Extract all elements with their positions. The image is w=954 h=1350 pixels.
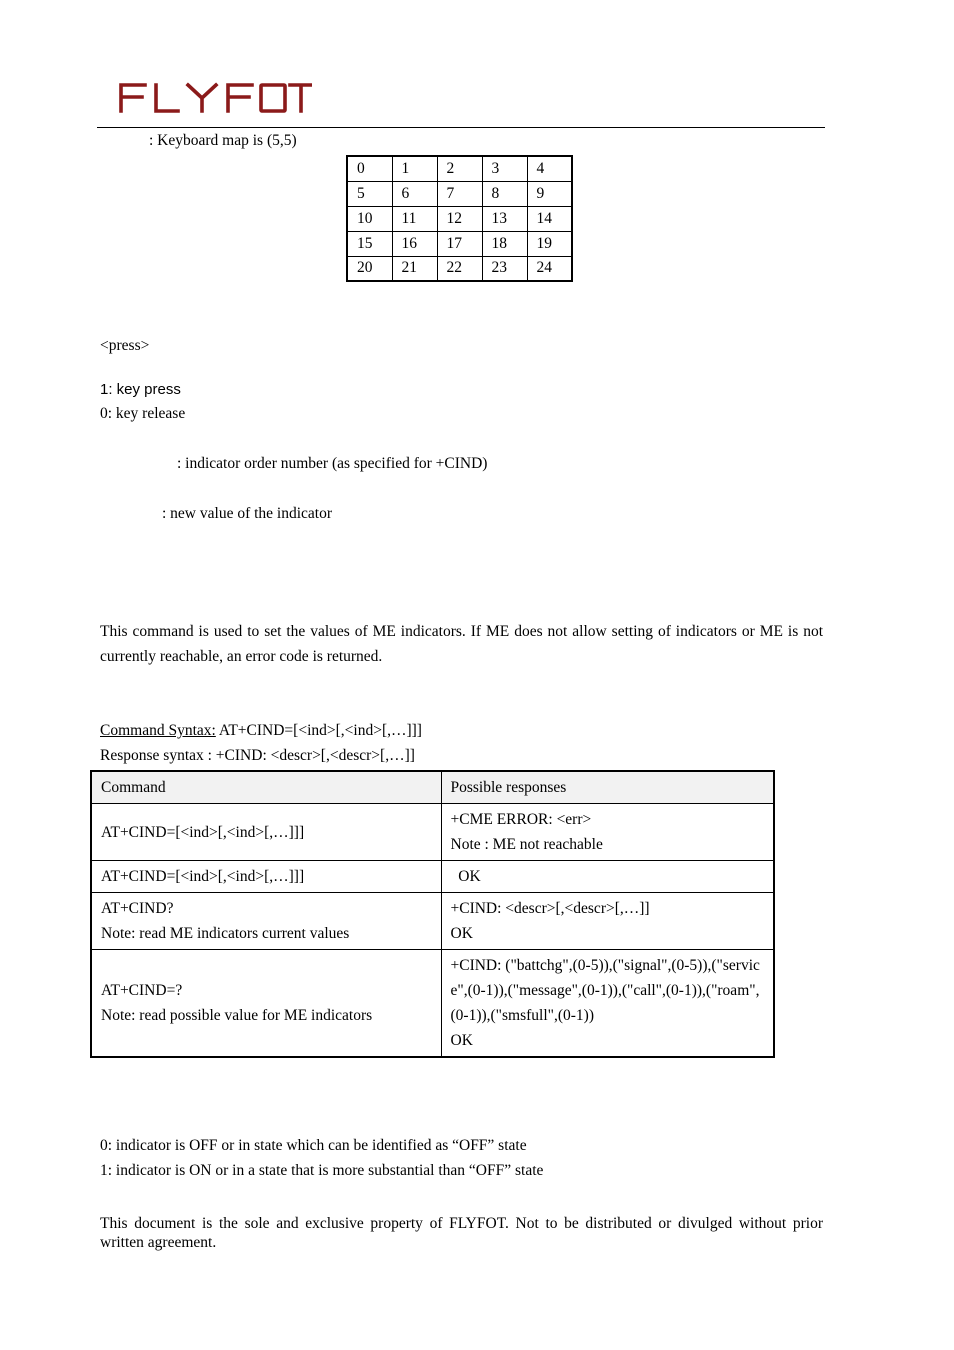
key-press-option: 1: key press: [100, 381, 181, 398]
keymap-cell: 9: [527, 181, 572, 206]
response-syntax: Response syntax : +CIND: <descr>[,<descr>[,…]]: [100, 747, 415, 764]
state-on: 1: indicator is ON or in a state that is more substantial than “OFF” state: [100, 1162, 544, 1179]
command-syntax-value: AT+CIND=[<ind>[,<ind>[,…]]]: [215, 722, 422, 739]
cell-line: +CIND: ("battchg",(0-5)),("signal",(0-5)),("service",(0-1)),("message",(0-1)),("call",(0-1)),("roam",(0-1)),("smsfull",(0-1)): [450, 957, 760, 1024]
table-cell-response: [441, 861, 774, 893]
keymap-row: [347, 256, 572, 281]
table-row: [91, 950, 774, 1058]
command-syntax-label: Command Syntax:: [100, 722, 216, 739]
cell-line: Note: read ME indicators current values: [101, 925, 350, 942]
keymap-cell: 8: [482, 181, 527, 206]
keymap-row: [347, 206, 572, 231]
table-cell-response: [441, 950, 774, 1058]
cell-line: Note : ME not reachable: [450, 836, 603, 853]
keyboard-map-label: : Keyboard map is (5,5): [149, 132, 297, 149]
keymap-row: [347, 231, 572, 256]
table-header-row: [91, 771, 774, 804]
keymap-cell: 13: [482, 206, 527, 231]
keymap-cell: 4: [527, 156, 572, 181]
keymap-cell: 14: [527, 206, 572, 231]
table-header-responses: Possible responses: [441, 771, 774, 804]
flyfot-logo: [118, 80, 312, 114]
key-release-option: 0: key release: [100, 405, 186, 422]
keymap-cell: 19: [527, 231, 572, 256]
table-cell-response: [441, 804, 774, 861]
keymap-cell: 2: [437, 156, 482, 181]
table-row: [91, 804, 774, 861]
command-table: [90, 770, 775, 1058]
keymap-cell: 15: [347, 231, 392, 256]
press-param-label: <press>: [100, 337, 150, 354]
keyboard-map-table: [346, 155, 573, 282]
cell-line: AT+CIND?: [101, 900, 174, 917]
cell-line: OK: [450, 925, 473, 942]
cell-line: AT+CIND=?: [101, 982, 183, 999]
keymap-cell: 20: [347, 256, 392, 281]
keymap-cell: 18: [482, 231, 527, 256]
keymap-cell: 10: [347, 206, 392, 231]
ind-description: : indicator order number (as specified for +CIND): [177, 455, 488, 472]
value-description: : new value of the indicator: [162, 505, 333, 522]
keymap-cell: 16: [392, 231, 437, 256]
keymap-cell: 0: [347, 156, 392, 181]
table-cell-command: [91, 861, 441, 893]
cell-line: AT+CIND=[<ind>[,<ind>[,…]]]: [101, 868, 305, 885]
cell-line: OK: [450, 868, 481, 885]
keymap-cell: 23: [482, 256, 527, 281]
keymap-cell: 3: [482, 156, 527, 181]
table-header-command: Command: [91, 771, 441, 804]
table-cell-command: [91, 893, 441, 950]
cell-line: +CIND: <descr>[,<descr>[,…]]: [450, 900, 650, 917]
keymap-cell: 5: [347, 181, 392, 206]
table-cell-response: [441, 893, 774, 950]
cell-line: Note: read possible value for ME indicators: [101, 1007, 373, 1024]
cell-line: OK: [450, 1032, 473, 1049]
keymap-cell: 22: [437, 256, 482, 281]
cell-line: +CME ERROR: <err>: [450, 811, 592, 828]
cell-line: AT+CIND=[<ind>[,<ind>[,…]]]: [101, 823, 305, 841]
keymap-row: [347, 156, 572, 181]
keymap-cell: 7: [437, 181, 482, 206]
footer-notice: This document is the sole and exclusive property of FLYFOT. Not to be distributed or divulged without prior written agreement.: [100, 1215, 823, 1251]
state-off: 0: indicator is OFF or in state which can be identified as “OFF” state: [100, 1137, 527, 1154]
table-cell-command: [91, 804, 441, 861]
keymap-cell: 12: [437, 206, 482, 231]
keymap-cell: 11: [392, 206, 437, 231]
keymap-cell: 1: [392, 156, 437, 181]
table-row: [91, 893, 774, 950]
keymap-cell: 17: [437, 231, 482, 256]
command-syntax: [100, 722, 422, 740]
table-cell-command: [91, 950, 441, 1058]
keymap-cell: 21: [392, 256, 437, 281]
keymap-cell: 24: [527, 256, 572, 281]
keymap-cell: 6: [392, 181, 437, 206]
command-description: This command is used to set the values of ME indicators. If ME does not allow setting of indicators or ME is not currently reachable, an error code is returned.: [100, 623, 823, 665]
keymap-row: [347, 181, 572, 206]
header-rule: [97, 127, 825, 128]
table-row: [91, 861, 774, 893]
